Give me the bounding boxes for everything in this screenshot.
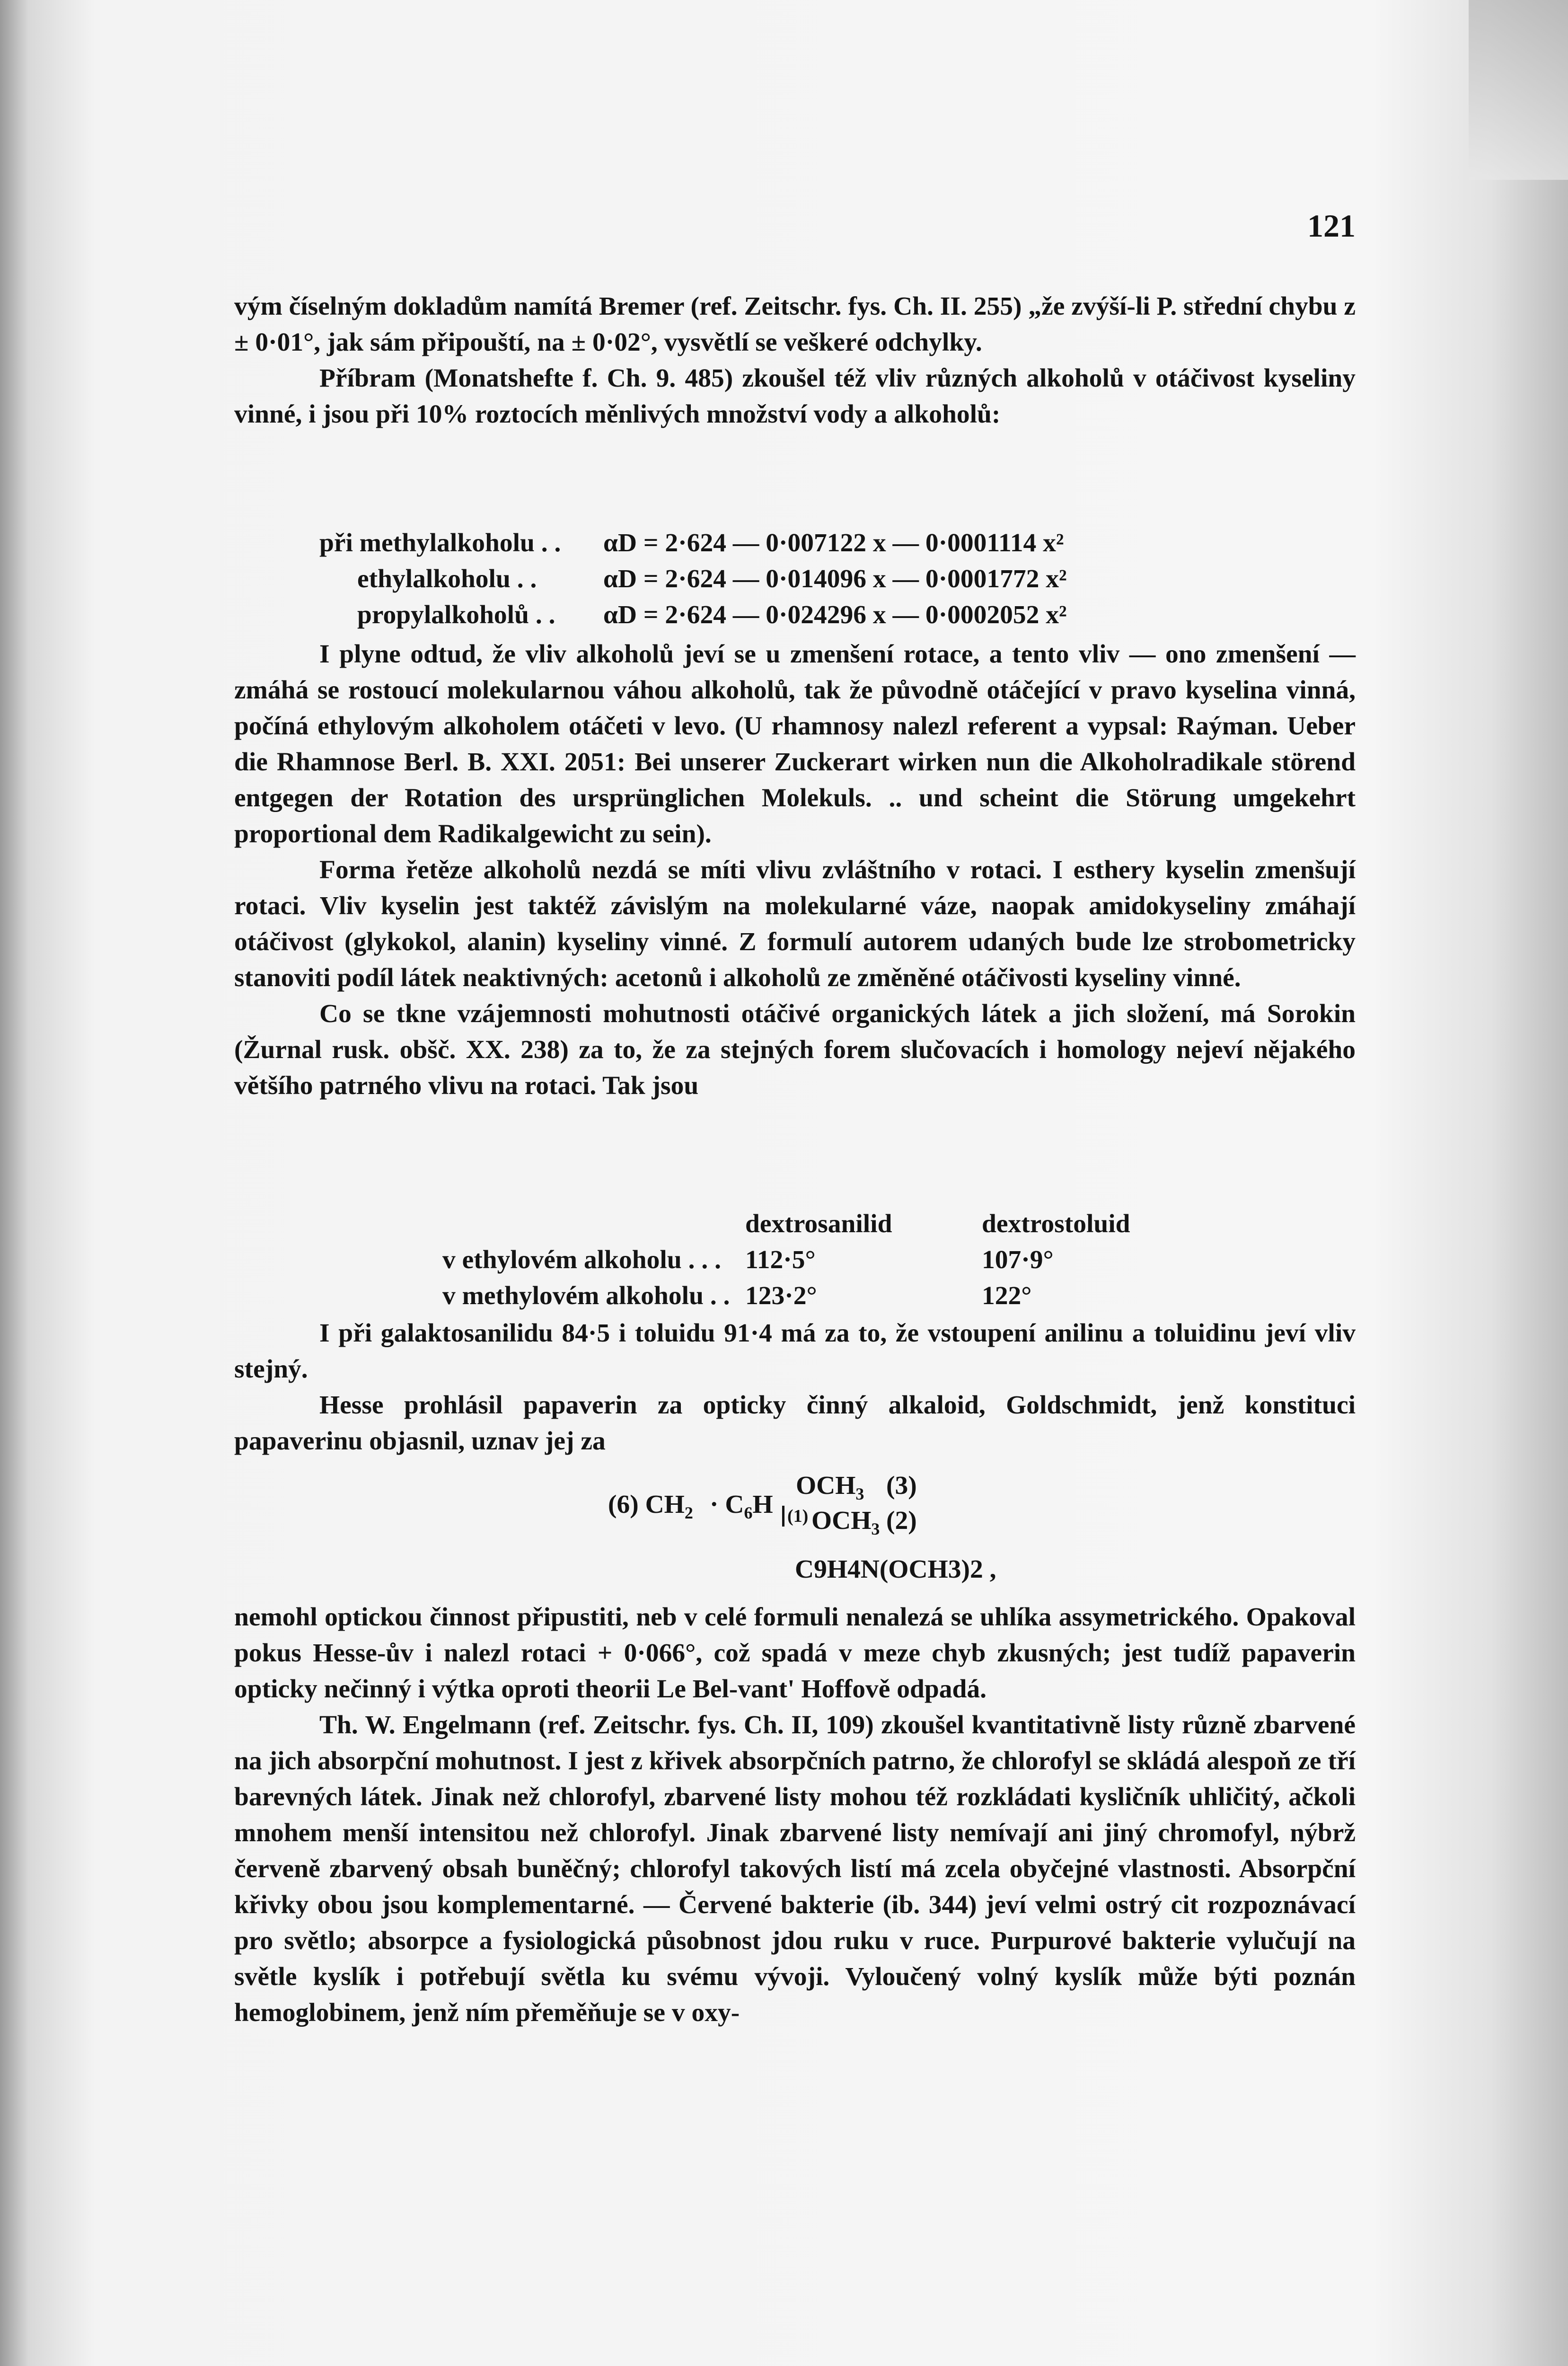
paragraph-4: Forma řetěze alkoholů nezdá se míti vlivu zvláštního v rotaci. I esthery kyselin zmenšují rotaci. Vliv kyselin jest taktéž závislým na molekularné váze, naopak amidokyseliny zmáhají otáčivost (glykokol, alanin) kyseliny vinné. Z formulí autorem udaných bude lze strobometricky stanoviti podíl látek neaktivných: acetonů i alkoholů ze změněné otáčivosti kyseliny vinné. <box>234 856 1356 992</box>
formula-c6h: · $C_6H$ <box>710 1490 773 1523</box>
rotation-table <box>442 1206 1130 1314</box>
page-edge-shadow <box>1469 0 1568 180</box>
formula-bottom: C9H4N(OCH3)2 , <box>795 1555 996 1584</box>
formula-label: ethylalkoholu . . <box>357 565 537 593</box>
formula-equation: αD = 2·624 — 0·024296 x — 0·0002052 x² <box>603 600 1067 629</box>
text-block-bottom <box>234 1599 1356 2031</box>
formula-block <box>234 525 1356 633</box>
paragraph-6: I při galaktosanilidu 84·5 i toluidu 91·4 má za to, že vstoupení anilinu a toluidinu jeví vliv stejný. <box>234 1319 1356 1384</box>
paragraph-5: Co se tkne vzájemnosti mohutnosti otáčivé organických látek a jich složení, má Sorokin (Žurnal rusk. obšč. XX. 238) za to, že za stejných forem slučovacích i homology nejeví nějakého většího patrného vlivu na rotaci. Tak jsou <box>234 999 1356 1100</box>
formula-equation: αD = 2·624 — 0·014096 x — 0·0001772 x² <box>603 565 1067 593</box>
table-cell-label: v ethylovém alkoholu . . . <box>442 1245 721 1274</box>
paragraph-1: vým číselným dokladům namítá Bremer (ref. Zeitschr. fys. Ch. II. 255) „že zvýší-li P. střední chybu z ± 0·01°, jak sám připouští, na ± 0·02°, vysvětlí se veškeré odchylky. <box>234 292 1356 357</box>
formula-och3-top: $OCH_3$ <box>796 1471 864 1504</box>
formula-pos1: (1) <box>782 1506 808 1527</box>
formula-row <box>234 525 1356 561</box>
table-cell-label: v methylovém alkoholu . . <box>442 1281 730 1310</box>
text-block-middle <box>234 636 1356 1104</box>
text-block-hesse <box>234 1315 1356 1459</box>
formula-row <box>234 561 1356 597</box>
table-cell: 107·9° <box>982 1245 1054 1274</box>
formula-och3-bottom: $OCH_3$ <box>811 1506 880 1539</box>
formula-equation: αD = 2·624 — 0·007122 x — 0·0001114 x² <box>603 529 1064 557</box>
formula-pos2: (2) <box>886 1506 917 1535</box>
paragraph-8: nemohl optickou činnost připustiti, neb v celé formuli nenalezá se uhlíka assymetrického. Opakoval pokus Hesse-ův i nalezl rotaci + 0·066°, což spadá v meze chyb zkusných; jest tudíž papaverin opticky nečinný i výtka oproti theorii Le Bel-vant' Hoffově odpadá. <box>234 1603 1356 1704</box>
formula-prefix: (6) $CH_2$ <box>608 1490 693 1523</box>
paragraph-7: Hesse prohlásil papaverin za opticky činný alkaloid, Goldschmidt, jenž konstituci papaverinu objasnil, uznav jej za <box>234 1391 1356 1456</box>
paragraph-2: Příbram (Monatshefte f. Ch. 9. 485) zkoušel též vliv různých alkoholů v otáčivost kyseliny vinné, i jsou při 10% roztocích měnlivých množství vody a alkoholů: <box>234 364 1356 429</box>
table-cell: 122° <box>982 1281 1032 1310</box>
text-block-top <box>234 289 1356 433</box>
formula-pos3: (3) <box>886 1471 917 1500</box>
table-row <box>442 1242 1130 1278</box>
page-number: 121 <box>1307 208 1356 244</box>
formula-row <box>234 597 1356 633</box>
table-cell: 123·2° <box>745 1281 817 1310</box>
table-header-row <box>442 1206 1130 1242</box>
table-row <box>442 1278 1130 1314</box>
table-header: dextrostoluid <box>982 1209 1130 1238</box>
formula-label: propylalkoholů . . <box>357 600 555 629</box>
table-header: dextrosanilid <box>745 1209 892 1238</box>
formula-label: při methylalkoholu . . <box>319 529 561 557</box>
paragraph-3: I plyne odtud, že vliv alkoholů jeví se u zmenšení rotace, a tento vliv — ono zmenšení — zmáhá se rostoucí molekularnou váhou alkoholů, tak že původně otáčející v pravo kyselina vinná, počíná ethylovým alkoholem otáčeti v levo. (U rhamnosy nalezl referent a vypsal: Raýman. Ueber die Rhamnose Berl. B. XXI. 2051: Bei unserer Zuckerart wirken nun die Alkoholradikale störend entgegen der Rotation des ursprünglichen Molekuls. .. und scheint die Störung umgekehrt proportional dem Radikalgewicht zu sein). <box>234 640 1356 848</box>
paragraph-9: Th. W. Engelmann (ref. Zeitschr. fys. Ch. II, 109) zkoušel kvantitativně listy různě zbarvené na jich absorpční mohutnost. I jest z křivek absorpčních patrno, že chlorofyl se skládá alespoň ze tří barevných látek. Jinak než chlorofyl, zbarvené listy mohou též rozkládati kysličník uhličitý, ačkoli mnohem menší intensitou než chlorofyl. Jinak zbarvené listy nemívají ani jiný chromofyl, nýbrž červeně zbarvený obsah buněčný; chlorofyl takových listí má zcela obyčejné vlastnosti. Absorpční křivky obou jsou komplementarné. — Červené bakterie (ib. 344) jeví velmi ostrý cit rozpoznávací pro světlo; absorpce a fysiologická působnost jdou ruku v ruce. Purpurové bakterie vylučují na světle kyslík i potřebují světla ku svému vývoji. Vyloučený volný kyslík může býti poznán hemoglobinem, jenž ním přeměňuje se v oxy- <box>234 1711 1356 2027</box>
table-cell: 112·5° <box>745 1245 816 1274</box>
